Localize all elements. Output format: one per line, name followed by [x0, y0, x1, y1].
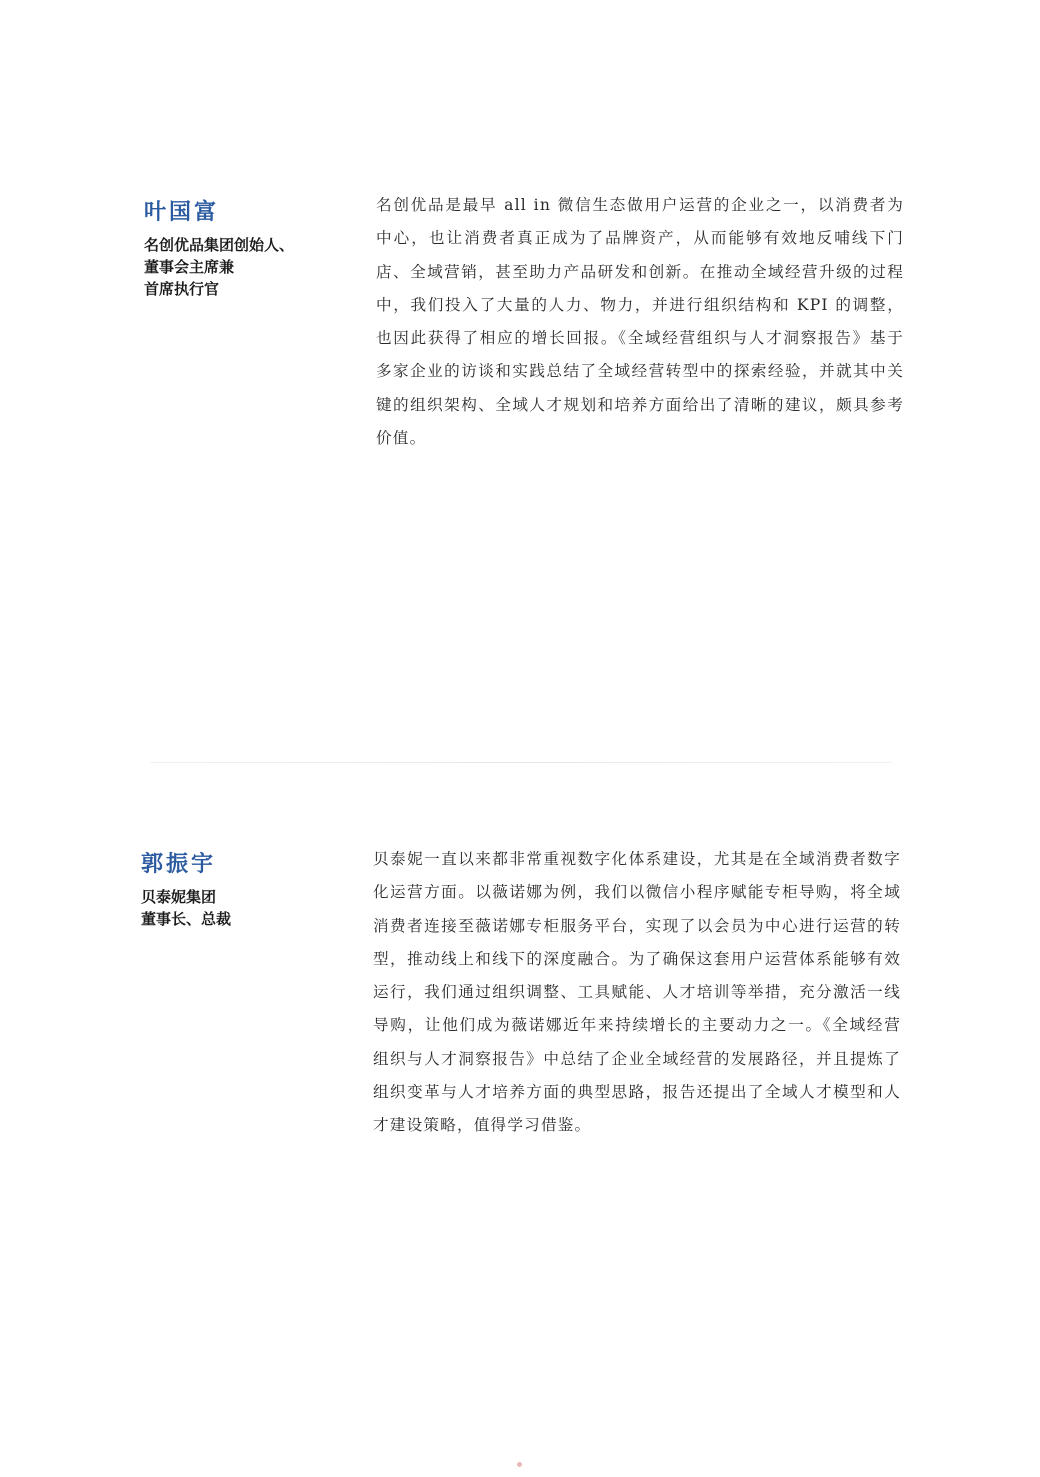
person-title-line: 名创优品集团创始人、 — [144, 236, 295, 254]
person-name: 郭振宇 — [141, 851, 217, 877]
person-title — [144, 234, 344, 300]
person-title-line: 董事会主席兼 — [144, 258, 235, 276]
quote-text: 贝泰妮一直以来都非常重视数字化体系建设，尤其是在全域消费者数字化运营方面。以薇诺娜为例，我们以微信小程序赋能专柜导购，将全域消费者连接至薇诺娜专柜服务平台，实现了以会员为中心进行运营的转型，推动线上和线下的深度融合。为了确保这套用户运营体系能够有效运行，我们通过组织调整、工具赋能、人才培训等举措，充分激活一线导购，让他们成为薇诺娜近年来持续增长的主要动力之一。《全域经营组织与人才洞察报告》中总结了企业全域经营的发展路径，并且提炼了组织变革与人才培养方面的典型思路，报告还提出了全域人才模型和人才建设策略，值得学习借鉴。 — [373, 850, 901, 1135]
person-name: 叶国富 — [144, 199, 220, 225]
person-title-line: 贝泰妮集团 — [141, 888, 217, 906]
person-title — [141, 886, 341, 930]
decorative-dot — [517, 1462, 522, 1467]
quote-text: 名创优品是最早 all in 微信生态做用户运营的企业之一，以消费者为中心，也让消费者真正成为了品牌资产，从而能够有效地反哺线下门店、全域营销，甚至助力产品研发和创新。在推动全域经营升级的过程中，我们投入了大量的人力、物力，并进行组织结构和 KPI 的调整，也因此获得了相应的增长回报。《全域经营组织与人才洞察报告》基于多家企业的访谈和实践总结了全域经营转型中的探索经验，并就其中关键的组织架构、全域人才规划和培养方面给出了清晰的建议，颇具参考价值。 — [376, 196, 904, 448]
person-title-line: 首席执行官 — [144, 280, 220, 298]
person-title-line: 董事长、总裁 — [141, 910, 232, 928]
section-divider — [150, 762, 892, 763]
